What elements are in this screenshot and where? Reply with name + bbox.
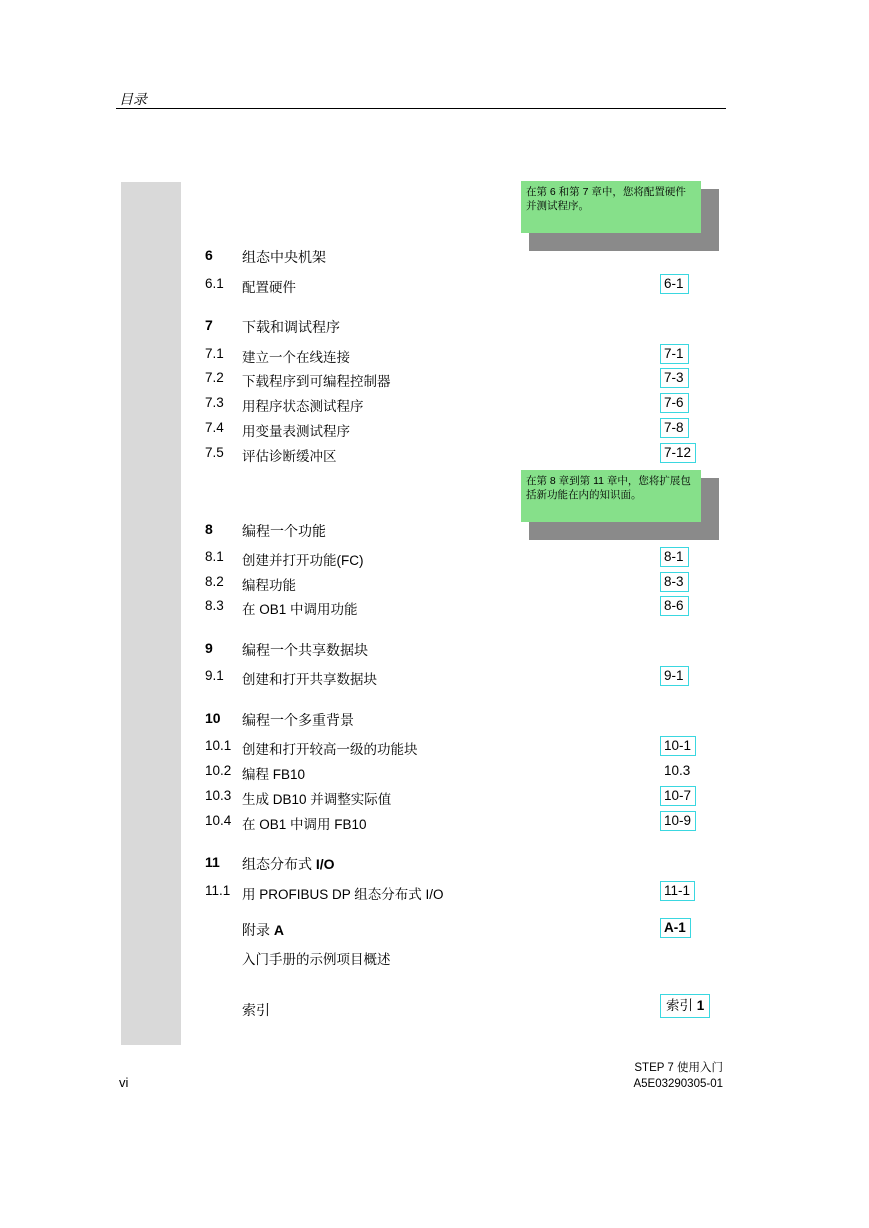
note-ch6-7 <box>521 181 711 243</box>
page-number: 10.3 <box>660 761 695 781</box>
chapter-title: 编程一个共享数据块 <box>242 642 368 658</box>
page-link[interactable]: 7-1 <box>660 344 689 364</box>
section-number: 7.2 <box>205 370 224 385</box>
toc-index[interactable] <box>205 1000 725 1020</box>
chapter-number: 9 <box>205 640 213 656</box>
chapter-number: 8 <box>205 521 213 537</box>
section-title: 生成 DB10 并调整实际值 <box>242 792 392 807</box>
chapter-number: 10 <box>205 710 221 726</box>
toc-section-6-1[interactable] <box>205 276 725 296</box>
manual-title: STEP 7 使用入门 <box>634 1062 723 1074</box>
section-number: 10.3 <box>205 788 232 803</box>
appendix-title <box>242 920 284 940</box>
toc-section-11-1[interactable] <box>205 883 725 903</box>
toc-chapter-11[interactable] <box>205 854 725 874</box>
section-number: 8.2 <box>205 574 224 589</box>
toc-chapter-6[interactable] <box>205 247 725 267</box>
page-link[interactable]: 8-1 <box>660 547 689 567</box>
toc-chapter-7[interactable] <box>205 317 725 337</box>
index-title: 索引 <box>242 1002 270 1018</box>
section-title: 评估诊断缓冲区 <box>242 449 337 464</box>
page-link[interactable]: 7-8 <box>660 418 689 438</box>
toc-section-7-5[interactable] <box>205 445 725 465</box>
section-title: 用变量表测试程序 <box>242 424 350 439</box>
toc-section-9-1[interactable] <box>205 668 725 688</box>
page-link[interactable]: 6-1 <box>660 274 689 294</box>
section-number: 7.1 <box>205 346 224 361</box>
section-number: 11.1 <box>205 883 231 898</box>
page-link[interactable]: 8-6 <box>660 596 689 616</box>
section-title: 在 OB1 中调用 FB10 <box>242 817 367 832</box>
document-number: A5E03290305-01 <box>633 1078 723 1090</box>
index-page-bold: 1 <box>696 998 705 1013</box>
chapter-number: 11 <box>205 854 220 870</box>
toc-section-7-4[interactable] <box>205 420 725 440</box>
chapter-title: 编程一个多重背景 <box>242 712 354 728</box>
toc-section-8-1[interactable] <box>205 549 725 569</box>
section-title: 建立一个在线连接 <box>242 350 350 365</box>
toc-section-10-4[interactable] <box>205 813 725 833</box>
page-link[interactable]: 8-3 <box>660 572 689 592</box>
header-rule <box>116 108 726 109</box>
page-link[interactable] <box>660 994 710 1018</box>
page-link[interactable]: 10-7 <box>660 786 696 806</box>
section-title: 用程序状态测试程序 <box>242 399 364 414</box>
note-text: 在第 8 章到第 11 章中，您将扩展包括新功能在内的知识面。 <box>521 470 701 522</box>
footer-info <box>633 1060 723 1092</box>
section-title: 下载程序到可编程控制器 <box>242 374 391 389</box>
section-title: 创建并打开功能(FC) <box>242 553 364 568</box>
toc-section-7-2[interactable] <box>205 370 725 390</box>
side-bar <box>121 182 181 1045</box>
section-number: 10.2 <box>205 763 232 778</box>
note-text: 在第 6 和第 7 章中，您将配置硬件并测试程序。 <box>521 181 701 233</box>
toc-section-8-2[interactable] <box>205 574 725 594</box>
toc-section-7-3[interactable] <box>205 395 725 415</box>
section-title: 配置硬件 <box>242 280 296 295</box>
page-link[interactable]: 10-1 <box>660 736 696 756</box>
toc-chapter-9[interactable] <box>205 640 725 660</box>
section-title: 编程功能 <box>242 578 296 593</box>
toc-appendix-a-subtitle <box>205 948 725 968</box>
chapter-number: 7 <box>205 317 213 333</box>
section-number: 10.4 <box>205 813 232 828</box>
toc-section-8-3[interactable] <box>205 598 725 618</box>
toc-section-7-1[interactable] <box>205 346 725 366</box>
section-title: 在 OB1 中调用功能 <box>242 602 358 617</box>
toc-chapter-10[interactable] <box>205 710 725 730</box>
toc-appendix-a[interactable] <box>205 920 725 940</box>
chapter-title: 组态中央机架 <box>242 249 326 265</box>
page-link[interactable]: 7-12 <box>660 443 696 463</box>
index-page-text: 索引 <box>666 998 697 1013</box>
page-link[interactable]: 10-9 <box>660 811 696 831</box>
appendix-title-bold: A <box>273 922 285 938</box>
page-link[interactable]: 7-3 <box>660 368 689 388</box>
chapter-title-text: 组态分布式 <box>242 856 316 872</box>
section-number: 7.4 <box>205 420 224 435</box>
chapter-title-bold: I/O <box>315 856 335 872</box>
toc-section-10-3[interactable] <box>205 788 725 808</box>
section-number: 7.5 <box>205 445 224 460</box>
page-link[interactable]: 11-1 <box>660 881 695 901</box>
section-number: 7.3 <box>205 395 224 410</box>
section-title: 编程 FB10 <box>242 767 306 782</box>
page-link[interactable]: 7-6 <box>660 393 689 413</box>
chapter-title: 编程一个功能 <box>242 523 326 539</box>
toc-section-10-2[interactable] <box>205 763 725 783</box>
section-title: 创建和打开共享数据块 <box>242 672 377 687</box>
page-link[interactable]: A-1 <box>660 918 691 938</box>
section-number: 10.1 <box>205 738 232 753</box>
chapter-number: 6 <box>205 247 213 263</box>
section-number: 8.1 <box>205 549 224 564</box>
section-title: 创建和打开较高一级的功能块 <box>242 742 418 757</box>
section-number: 6.1 <box>205 276 224 291</box>
page-link[interactable]: 9-1 <box>660 666 689 686</box>
appendix-title-text: 附录 <box>242 922 274 938</box>
page-number: vi <box>119 1075 129 1090</box>
section-number: 8.3 <box>205 598 224 613</box>
toc-section-10-1[interactable] <box>205 738 725 758</box>
appendix-subtitle: 入门手册的示例项目概述 <box>242 952 391 967</box>
toc-chapter-8[interactable] <box>205 521 725 541</box>
section-number: 9.1 <box>205 668 224 683</box>
chapter-title: 下载和调试程序 <box>242 319 340 335</box>
header-title: 目录 <box>119 93 147 108</box>
section-title: 用 PROFIBUS DP 组态分布式 I/O <box>242 887 444 902</box>
chapter-title <box>242 854 335 874</box>
